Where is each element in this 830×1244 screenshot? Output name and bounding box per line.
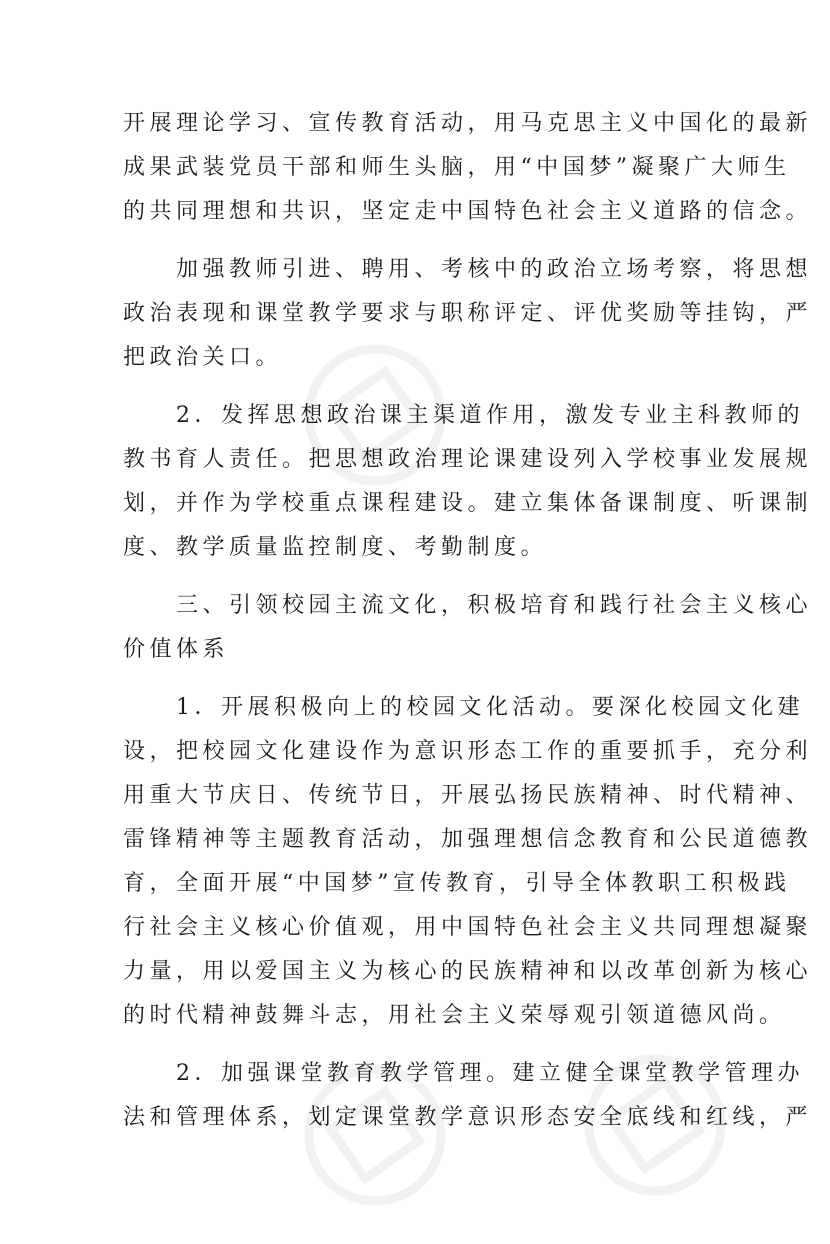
text-line: 法和管理体系，划定课堂教学意识形态安全底线和红线，严 <box>123 1105 813 1130</box>
text-line: 划，并作为学校重点课程建设。建立集体备课制度、听课制 <box>123 491 813 516</box>
text-line: 开展理论学习、宣传教育活动，用马克思主义中国化的最新 <box>123 111 813 136</box>
text-line: 把政治关口。 <box>123 345 283 370</box>
text-line: 的时代精神鼓舞斗志，用社会主义荣辱观引领道德风尚。 <box>123 1003 786 1028</box>
paragraph-3 <box>123 394 813 570</box>
text-line: 2．加强课堂教育教学管理。建立健全课堂教学管理办 <box>123 1061 804 1086</box>
text-line: 度、教学质量监控制度、考勤制度。 <box>123 535 548 560</box>
text-line: 力量，用以爱国主义为核心的民族精神和以改革创新为核心 <box>123 959 813 984</box>
text-line: 教书育人责任。把思想政治理论课建设列入学校事业发展规 <box>123 447 813 472</box>
text-line: 雷锋精神等主题教育活动，加强理想信念教育和公民道德教 <box>123 827 813 852</box>
text-line: 1．开展积极向上的校园文化活动。要深化校园文化建 <box>123 695 804 720</box>
paragraph-2 <box>123 248 813 380</box>
paragraph-5 <box>123 1052 813 1140</box>
text-line: 政治表现和课堂教学要求与职称评定、评优奖励等挂钩，严 <box>123 301 813 326</box>
paragraph-4 <box>123 686 813 1038</box>
paragraph-1 <box>123 102 813 234</box>
text-line: 设，把校园文化建设作为意识形态工作的重要抓手，充分利 <box>123 739 813 764</box>
text-line: 成果武装党员干部和师生头脑，用“中国梦”凝聚广大师生 <box>123 155 791 180</box>
text-line: 的共同理想和共识，坚定走中国特色社会主义道路的信念。 <box>123 199 813 224</box>
heading-line: 三、引领校园主流文化，积极培育和践行社会主义核心 <box>123 593 813 618</box>
text-line: 育，全面开展“中国梦”宣传教育，引导全体教职工积极践 <box>123 871 791 896</box>
text-line: 行社会主义核心价值观，用中国特色社会主义共同理想凝聚 <box>123 915 813 940</box>
text-line: 加强教师引进、聘用、考核中的政治立场考察，将思想 <box>123 257 813 282</box>
heading-line: 价值体系 <box>123 637 230 662</box>
document-body <box>123 102 813 1140</box>
section-heading <box>123 584 813 672</box>
text-line: 2．发挥思想政治课主渠道作用，激发专业主科教师的 <box>123 403 804 428</box>
text-line: 用重大节庆日、传统节日，开展弘扬民族精神、时代精神、 <box>123 783 813 808</box>
